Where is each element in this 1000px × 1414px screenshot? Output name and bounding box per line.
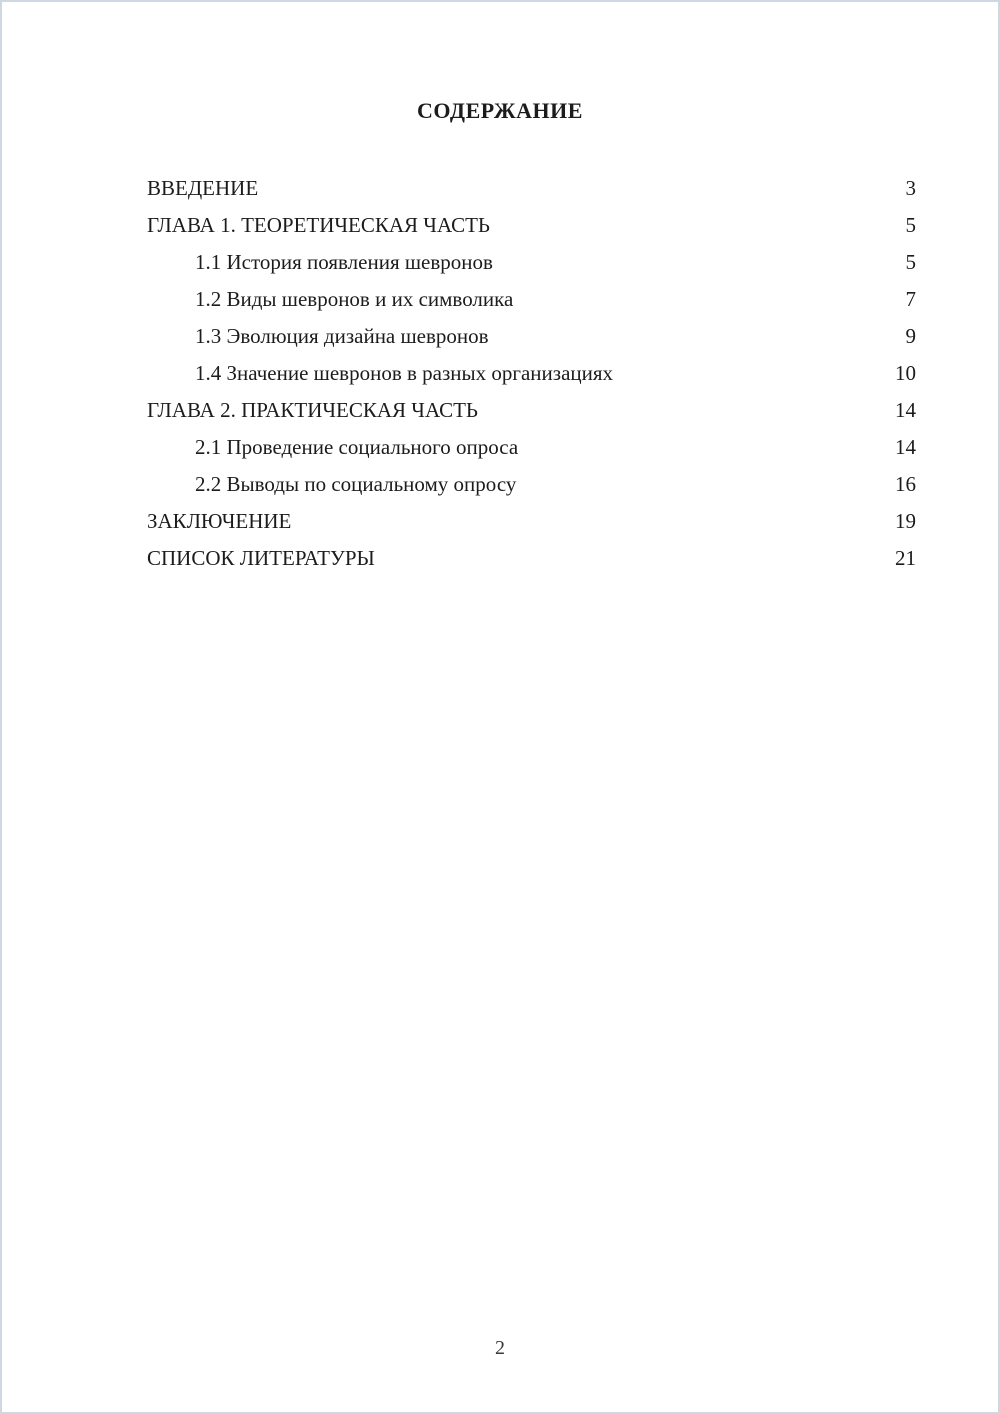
toc-entry-1-4 bbox=[147, 355, 916, 392]
toc-entry-label: ГЛАВА 2. ПРАКТИЧЕСКАЯ ЧАСТЬ bbox=[147, 398, 478, 422]
toc-entry-label: 1.2 Виды шевронов и их символика bbox=[195, 287, 514, 311]
table-of-contents bbox=[147, 170, 916, 577]
toc-entry-label: СПИСОК ЛИТЕРАТУРЫ bbox=[147, 546, 375, 570]
toc-entry-page-number: 5 bbox=[905, 213, 916, 237]
toc-entry-label: 2.1 Проведение социального опроса bbox=[195, 435, 519, 459]
toc-entry-1-1 bbox=[147, 244, 916, 281]
toc-entry-glava-2 bbox=[147, 392, 916, 429]
page-title: СОДЕРЖАНИЕ bbox=[417, 98, 583, 123]
toc-entry-page-number: 19 bbox=[895, 509, 916, 533]
toc-entry-label: 1.1 История появления шевронов bbox=[195, 250, 493, 274]
toc-entry-zaklyuchenie bbox=[147, 503, 916, 540]
toc-entry-1-3 bbox=[147, 318, 916, 355]
toc-entry-1-2 bbox=[147, 281, 916, 318]
toc-entry-glava-1 bbox=[147, 207, 916, 244]
toc-entry-label: ВВЕДЕНИЕ bbox=[147, 176, 259, 200]
toc-entry-vvedenie bbox=[147, 170, 916, 207]
toc-entry-label: ЗАКЛЮЧЕНИЕ bbox=[147, 509, 292, 533]
footer-page-number: 2 bbox=[495, 1337, 505, 1359]
toc-entry-label: 2.2 Выводы по социальному опросу bbox=[195, 472, 517, 496]
toc-entry-page-number: 21 bbox=[895, 546, 916, 570]
toc-entry-page-number: 14 bbox=[895, 398, 916, 422]
toc-entry-label: ГЛАВА 1. ТЕОРЕТИЧЕСКАЯ ЧАСТЬ bbox=[147, 213, 490, 237]
toc-entry-2-1 bbox=[147, 429, 916, 466]
toc-entry-page-number: 9 bbox=[905, 324, 916, 348]
toc-entry-label: 1.3 Эволюция дизайна шевронов bbox=[195, 324, 489, 348]
toc-entry-2-2 bbox=[147, 466, 916, 503]
toc-entry-label: 1.4 Значение шевронов в разных организациях bbox=[195, 361, 614, 385]
toc-entry-spisok-literatury bbox=[147, 540, 916, 577]
toc-entry-page-number: 16 bbox=[895, 472, 916, 496]
toc-entry-page-number: 10 bbox=[895, 361, 916, 385]
toc-entry-page-number: 3 bbox=[905, 176, 916, 200]
toc-entry-page-number: 5 bbox=[905, 250, 916, 274]
toc-entry-page-number: 14 bbox=[895, 435, 916, 459]
toc-entry-page-number: 7 bbox=[905, 287, 916, 311]
